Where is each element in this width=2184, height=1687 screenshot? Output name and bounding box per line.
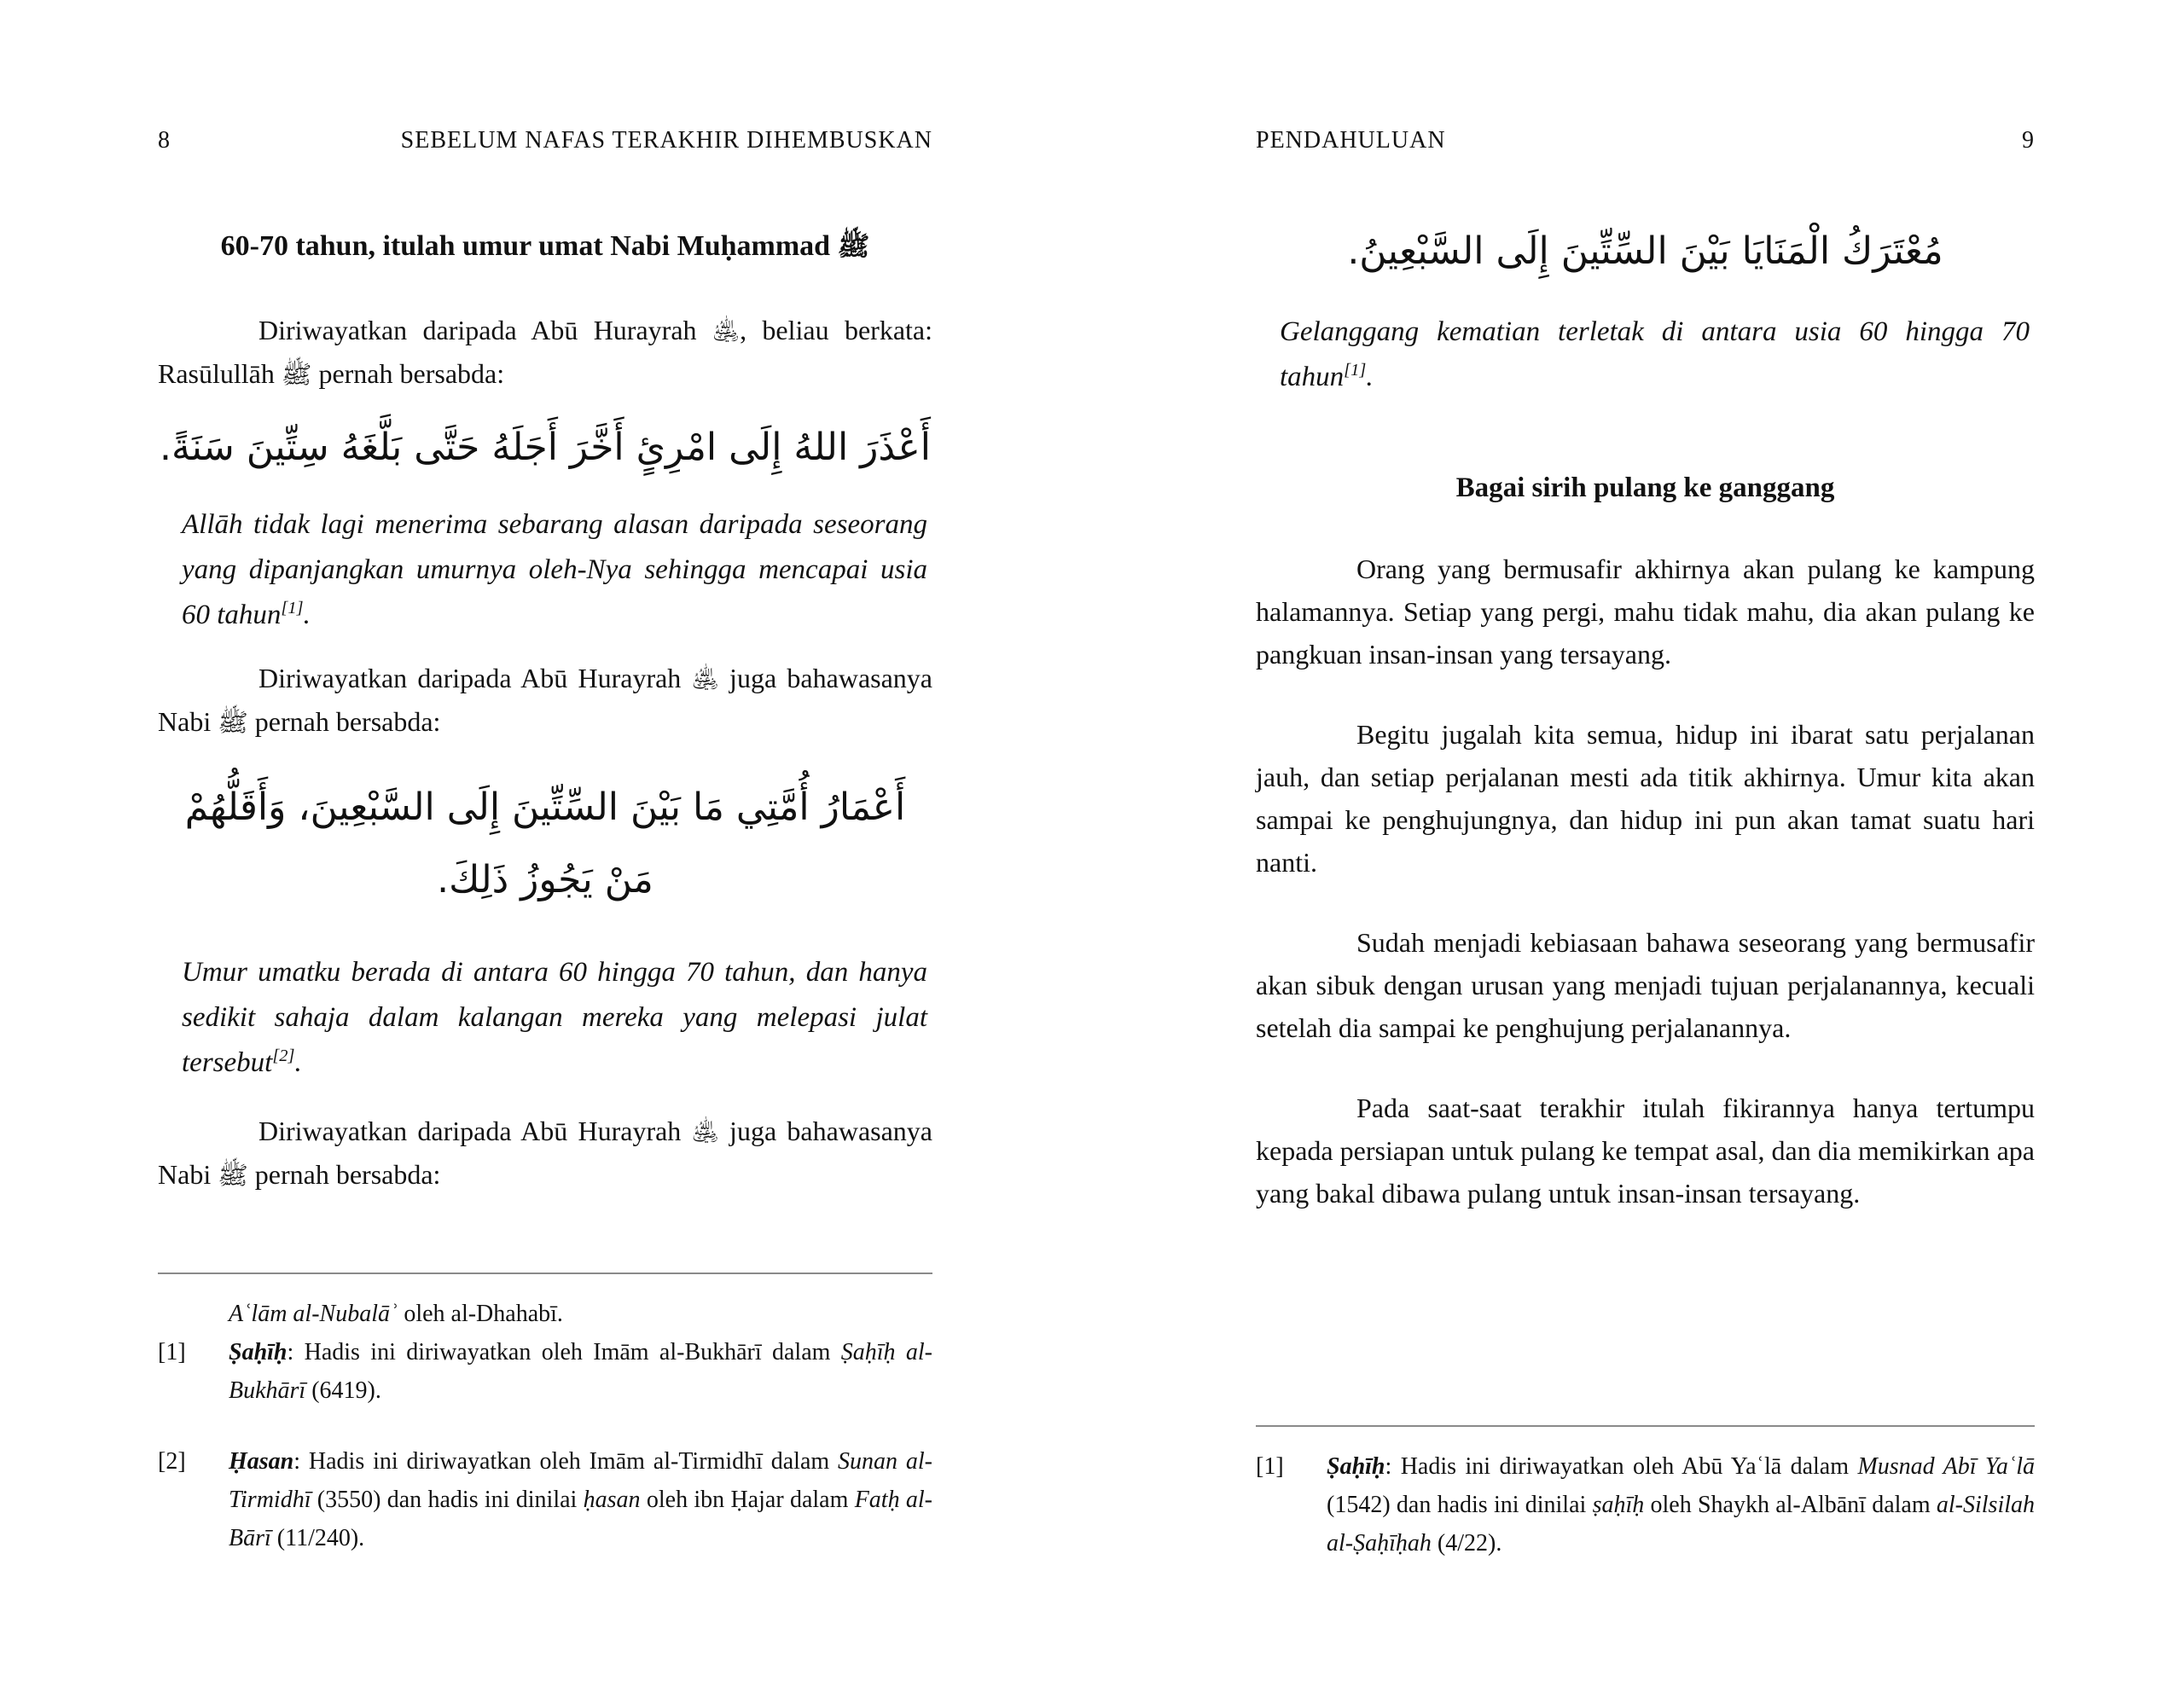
footnote-1 xyxy=(1256,1447,2035,1562)
paragraph-body-1: Orang yang bermusafir akhirnya akan pulang ke kampung halamannya. Setiap yang pergi, mahu tidak mahu, dia akan pulang ke pangkuan insan-insan yang tersayang. xyxy=(1256,554,2035,670)
footnote-marker: [2] xyxy=(158,1448,186,1475)
footnote-text: Ṣaḥīḥ: Hadis ini diriwayatkan oleh Imām al-Bukhārī dalam Ṣaḥīḥ al-Bukhārī (6419). xyxy=(229,1339,932,1404)
right-footnote-area xyxy=(1256,1425,2035,1562)
left-running-head-title: SEBELUM NAFAS TERAKHIR DIHEMBUSKAN xyxy=(400,127,932,154)
footnote-separator xyxy=(158,1272,932,1274)
paragraph-body-2: Begitu jugalah kita semua, hidup ini ibarat satu perjalanan jauh, dan setiap perjalanan mesti ada titik akhirnya. Umur kita akan sampai ke penghujungnya, dan hidup ini pun akan tamat suatu hari nanti. xyxy=(1256,719,2035,878)
paragraph-narration-1: Diriwayatkan daripada Abū Hurayrah ﵁, beliau berkata: Rasūlullāh ﷺ pernah bersabda: xyxy=(158,315,933,389)
hadith-translation-2: Umur umatku berada di antara 60 hingga 70 tahun, dan hanya sedikit sahaja dalam kalangan mereka yang melepasi julat tersebut[2]. xyxy=(182,957,927,1078)
hadith-translation-1: Allāh tidak lagi menerima sebarang alasan daripada seseorang yang dipanjangkan umurnya oleh-Nya sehingga mencapai usia 60 tahun[1]. xyxy=(182,509,927,630)
hadith-arabic-2: أَعْمَارُ أُمَّتِي مَا بَيْنَ السِّتِّينَ إِلَى السَّبْعِينَ، وَأَقَلُّهُمْ مَنْ يَجُوزُ ذَلِكَ. xyxy=(184,786,906,901)
section-heading: 60-70 tahun, itulah umur umat Nabi Muḥammad ﷺ xyxy=(220,230,870,262)
hadith-arabic-1: أَعْذَرَ اللهُ إِلَى امْرِئٍ أَخَّرَ أَجَلَهُ حَتَّى بَلَّغَهُ سِتِّينَ سَنَةً. xyxy=(160,426,931,469)
right-page-number: 9 xyxy=(2022,127,2035,154)
footnote-text: Ḥasan: Hadis ini diriwayatkan oleh Imām al-Tirmidhī dalam Sunan al-Tirmidhī (3550) dan hadis ini dinilai ḥasan oleh ibn Ḥajar dalam Fatḥ al-Bārī (11/240). xyxy=(229,1448,932,1551)
left-page-number: 8 xyxy=(158,127,171,154)
footnote-text: Ṣaḥīḥ: Hadis ini diriwayatkan oleh Abū Yaʿlā dalam Musnad Abī Yaʿlā (1542) dan hadis ini dinilai ṣaḥīḥ oleh Shaykh al-Albānī dalam al-Silsilah al-Ṣaḥīḥah (4/22). xyxy=(1327,1453,2036,1557)
hadith-arabic-3: مُعْتَرَكُ الْمَنَايَا بَيْنَ السِّتِّينَ إِلَى السَّبْعِينُ. xyxy=(1347,229,1943,273)
paragraph-narration-2: Diriwayatkan daripada Abū Hurayrah ﵁ juga bahawasanya Nabi ﷺ pernah bersabda: xyxy=(158,663,932,737)
right-running-head-title: PENDAHULUAN xyxy=(1256,127,1446,154)
paragraph-body-4: Pada saat-saat terakhir itulah fikirannya hanya tertumpu kepada persiapan untuk pulang ke tempat asal, dan dia memikirkan apa yang bakal dibawa pulang untuk insan-insan tersayang. xyxy=(1256,1093,2035,1209)
footnote-2 xyxy=(158,1442,932,1557)
left-page xyxy=(158,0,932,1687)
left-footnote-area xyxy=(158,1272,932,1557)
footnote-marker: [1] xyxy=(1256,1453,1284,1480)
left-running-head xyxy=(158,126,932,155)
paragraph-narration-3: Diriwayatkan daripada Abū Hurayrah ﵁ juga bahawasanya Nabi ﷺ pernah bersabda: xyxy=(158,1116,932,1190)
footnote-1 xyxy=(158,1333,932,1410)
paragraph-body-3: Sudah menjadi kebiasaan bahawa seseorang yang bermusafir akan sibuk dengan urusan yang menjadi tujuan perjalanannya, kecuali setelah dia sampai ke penghujung perjalanannya. xyxy=(1256,927,2035,1043)
footnote-separator xyxy=(1256,1425,2035,1427)
right-running-head xyxy=(1256,126,2035,155)
right-page xyxy=(1256,0,2035,1687)
footnote-marker: [1] xyxy=(158,1339,186,1365)
sub-section-heading: Bagai sirih pulang ke ganggang xyxy=(1455,472,1835,503)
footnote-continuation: Aʿlām al-Nubalāʾ oleh al-Dhahabī. xyxy=(229,1301,563,1327)
hadith-translation-3: Gelanggang kematian terletak di antara usia 60 hingga 70 tahun[1]. xyxy=(1280,316,2030,392)
